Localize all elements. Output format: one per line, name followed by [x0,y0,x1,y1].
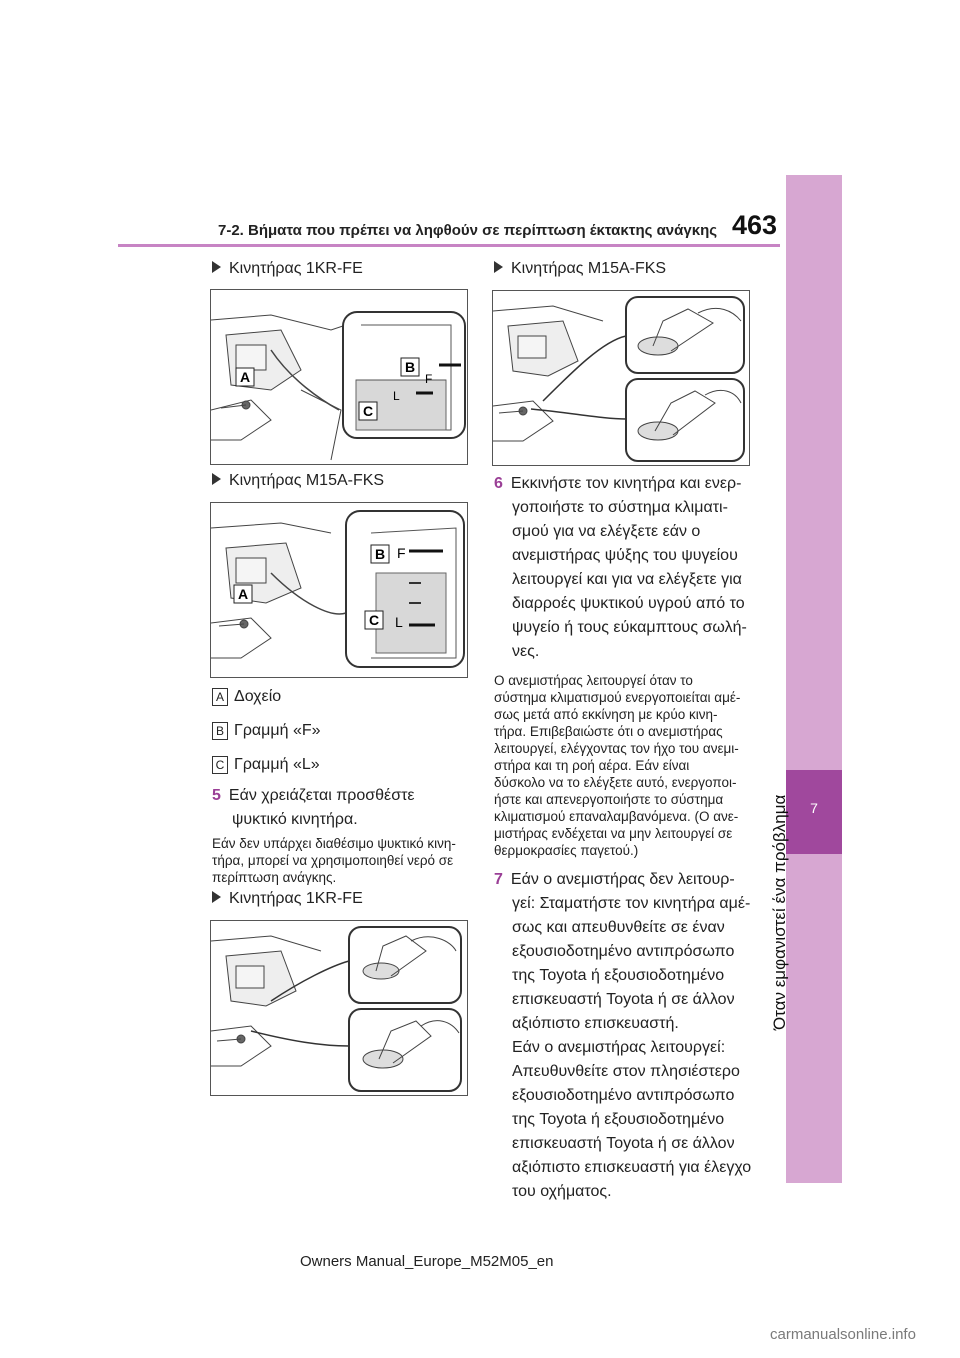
callout-a: A [239,369,251,385]
watermark-url: carmanualsonline.info [770,1326,916,1343]
chapter-title: Όταν εμφανιστεί ένα πρόβλημα [770,794,789,1030]
chapter-side-tab [786,175,842,1183]
callout-a: A [237,586,249,602]
triangle-bullet-icon [212,891,221,903]
step-6-body: γοποιήστε το σύστημα κλιματι- σμού για να ελέγξετε εάν ο ανεμιστήρας ψύξης του ψυγείου λειτουργεί και για να ελέγξετε για διαρροές ψυκτικού υγρού από το ψυγείο ή τους εύκαμπτους σωλή- νες. [512,499,747,660]
legend-item-b: B Γραμμή «F» [212,722,321,740]
note-left-3: περίπτωση ανάγκης. [212,870,337,885]
engine-heading-right: Κινητήρας M15A-FKS [494,260,666,278]
callout-c: C [368,612,380,628]
step-5: 5 Εάν χρειάζεται προσθέστε [212,787,415,804]
page-number: 463 [732,210,778,240]
chapter-number: 7 [810,800,818,816]
figure-filling-1kr-fe [210,920,468,1096]
step-5-line2: ψυκτικό κινητήρα. [232,811,358,828]
triangle-bullet-icon [494,261,503,273]
legend-item-c: C Γραμμή «L» [212,756,320,774]
engine-bay-illustration [211,290,467,464]
note-right: Ο ανεμιστήρας λειτουργεί όταν το σύστημα κλιματισμού ενεργοποιείται αμέ- σως μετά από εκκίνηση με κρύο κινη- τήρα. Επιβεβαιώστε ότι ο ανεμιστήρας λειτουργεί, ελέγχοντας τον ήχο του ανεμι- στήρα και τη ροή αέρα. Εάν είναι δύσκολο να το ελέγξετε αυτό, ενεργοποι- ήστε και απενεργοποιήστε το σύστημα κλιματισμού επαναλαμβανόμενα. (Ο ανε- μιστήρας ενδέχεται να μην λειτουργεί σε θερμοκρασίες παγετού.) [494,673,741,858]
engine-bay-illustration [493,291,749,465]
callout-c: C [362,403,374,419]
section-title: 7-2. Βήματα που πρέπει να ληφθούν σε περίπτωση έκτακτης ανάγκης [218,222,718,239]
note-left-1: Εάν δεν υπάρχει διαθέσιμο ψυκτικό κινη- [212,836,456,851]
engine-bay-illustration [211,503,467,677]
engine-heading-3: Κινητήρας 1KR-FE [212,890,363,908]
figure-reservoir-m15a-fks [210,502,468,678]
callout-b: B [374,546,386,562]
step-7-body: γεί: Σταματήστε τον κινητήρα αμέ- σως και απευθυνθείτε σε έναν εξουσιοδοτημένο αντιπρόσωπο της Toyota ή εξουσιοδοτημένο επισκευαστή Toyota ή σε άλλον αξιόπιστο επισκευαστή. Εάν ο ανεμιστήρας λειτουργεί: Απευθυνθείτε στον πλησιέστερο εξουσιοδοτημένο αντιπρόσωπο της Toyota ή εξουσιοδοτημένο επισκευαστή Toyota ή σε άλλον αξιόπιστο επισκευαστή για έλεγχο του οχήματος. [512,895,752,1200]
triangle-bullet-icon [212,261,221,273]
step-7: 7 Εάν ο ανεμιστήρας δεν λειτουρ- [494,871,735,888]
mark-l: L [395,614,403,630]
mark-f: F [425,372,433,386]
header-rule [118,244,780,247]
mark-l: L [393,389,400,403]
callout-b: B [404,359,416,375]
legend-item-a: A Δοχείο [212,688,281,706]
note-left-2: τήρα, μπορεί να χρησιμοποιηθεί νερό σε [212,853,454,868]
step-6: 6 Εκκινήστε τον κινητήρα και ενερ- [494,475,742,492]
mark-f: F [397,545,406,561]
figure-reservoir-1kr-fe [210,289,468,465]
engine-heading-1: Κινητήρας 1KR-FE [212,260,363,278]
figure-filling-m15a-fks [492,290,750,466]
engine-bay-illustration [211,921,467,1095]
triangle-bullet-icon [212,473,221,485]
footer-text: Owners Manual_Europe_M52M05_en [300,1253,554,1270]
engine-heading-2: Κινητήρας M15A-FKS [212,472,384,490]
